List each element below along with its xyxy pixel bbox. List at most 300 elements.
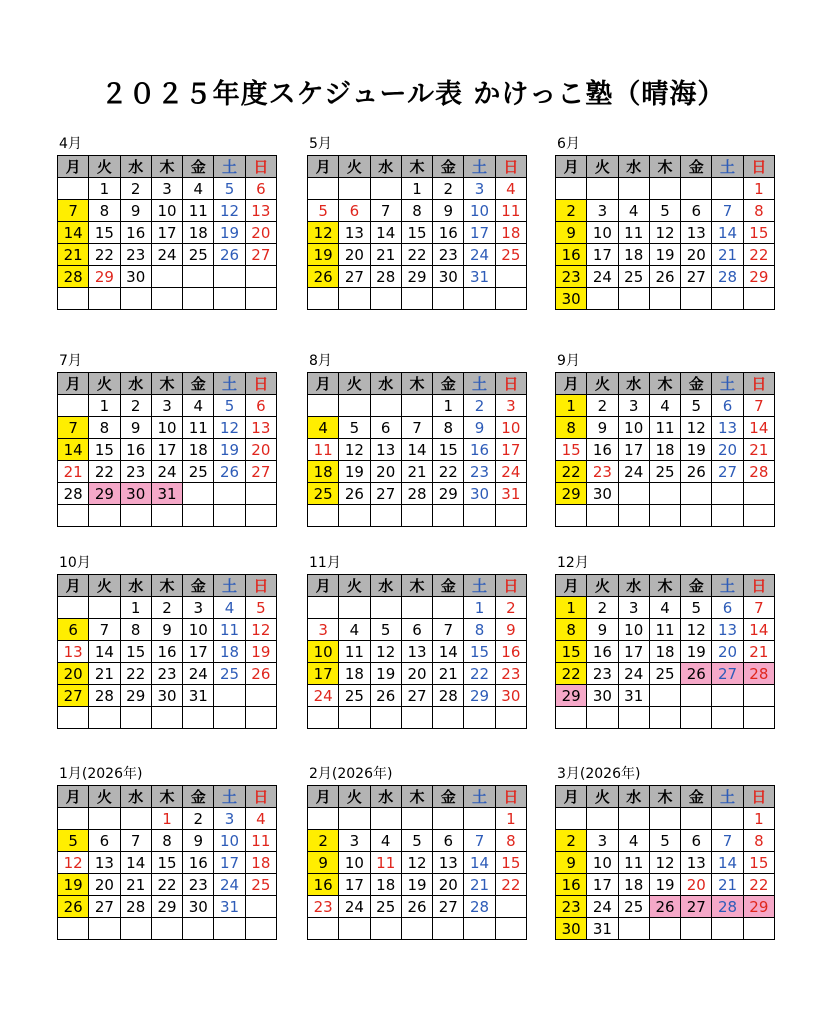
empty-cell	[556, 505, 587, 527]
day-cell: 18	[214, 641, 245, 663]
empty-cell	[245, 896, 276, 918]
day-cell: 20	[245, 222, 276, 244]
day-cell: 7	[743, 597, 774, 619]
month-calendar	[307, 136, 527, 310]
empty-cell	[649, 178, 680, 200]
weekday-header: 木	[401, 373, 432, 395]
day-cell: 27	[712, 663, 743, 685]
weekday-header: 火	[339, 575, 370, 597]
day-cell: 5	[58, 830, 89, 852]
month-label: 3月(2026年)	[557, 766, 641, 782]
empty-cell	[151, 918, 182, 940]
day-cell: 13	[433, 852, 464, 874]
day-cell: 13	[712, 619, 743, 641]
day-cell: 25	[649, 663, 680, 685]
weekday-header: 火	[339, 786, 370, 808]
day-cell: 29	[556, 685, 587, 707]
month-calendar	[57, 555, 277, 729]
day-cell: 1	[401, 178, 432, 200]
empty-cell	[464, 707, 495, 729]
empty-cell	[89, 597, 120, 619]
day-cell: 1	[743, 178, 774, 200]
day-cell: 10	[587, 222, 618, 244]
month-calendar	[555, 353, 775, 527]
day-cell: 21	[464, 874, 495, 896]
empty-cell	[89, 707, 120, 729]
empty-cell	[743, 505, 774, 527]
day-cell: 19	[214, 439, 245, 461]
day-cell: 6	[401, 619, 432, 641]
day-cell: 6	[339, 200, 370, 222]
day-cell: 2	[587, 597, 618, 619]
day-cell: 1	[120, 597, 151, 619]
day-cell: 13	[401, 641, 432, 663]
day-cell: 8	[464, 619, 495, 641]
day-cell: 16	[151, 641, 182, 663]
empty-cell	[339, 288, 370, 310]
day-cell: 16	[587, 439, 618, 461]
empty-cell	[401, 918, 432, 940]
day-cell: 12	[649, 852, 680, 874]
day-cell: 5	[649, 830, 680, 852]
day-cell: 19	[245, 641, 276, 663]
day-cell: 3	[151, 395, 182, 417]
day-cell: 13	[245, 200, 276, 222]
empty-cell	[401, 597, 432, 619]
day-cell: 20	[433, 874, 464, 896]
day-cell: 23	[433, 244, 464, 266]
day-cell: 18	[618, 244, 649, 266]
day-cell: 17	[618, 439, 649, 461]
day-cell: 27	[712, 461, 743, 483]
empty-cell	[681, 505, 712, 527]
day-cell: 14	[464, 852, 495, 874]
month-label: 6月	[557, 136, 580, 152]
day-cell: 29	[743, 266, 774, 288]
day-cell: 10	[587, 852, 618, 874]
day-cell: 19	[649, 244, 680, 266]
weekday-header: 金	[183, 575, 214, 597]
weekday-header: 水	[618, 373, 649, 395]
day-cell: 29	[89, 483, 120, 505]
weekday-header: 月	[308, 156, 339, 178]
day-cell: 2	[433, 178, 464, 200]
day-cell: 10	[618, 417, 649, 439]
empty-cell	[308, 597, 339, 619]
day-cell: 4	[214, 597, 245, 619]
day-cell: 13	[339, 222, 370, 244]
day-cell: 11	[649, 417, 680, 439]
empty-cell	[618, 483, 649, 505]
empty-cell	[401, 505, 432, 527]
day-cell: 29	[556, 483, 587, 505]
day-cell: 11	[618, 852, 649, 874]
month-label: 1月(2026年)	[59, 766, 143, 782]
empty-cell	[618, 707, 649, 729]
day-cell: 9	[433, 200, 464, 222]
weekday-header: 金	[681, 575, 712, 597]
weekday-header: 木	[151, 373, 182, 395]
empty-cell	[370, 808, 401, 830]
day-cell: 19	[401, 874, 432, 896]
day-cell: 19	[681, 439, 712, 461]
empty-cell	[401, 808, 432, 830]
weekday-header: 土	[214, 575, 245, 597]
empty-cell	[618, 505, 649, 527]
empty-cell	[308, 918, 339, 940]
day-cell: 3	[587, 830, 618, 852]
weekday-header: 月	[58, 156, 89, 178]
day-cell: 24	[587, 896, 618, 918]
day-cell: 6	[245, 395, 276, 417]
day-cell: 11	[649, 619, 680, 641]
weekday-header: 火	[587, 156, 618, 178]
day-cell: 4	[495, 178, 526, 200]
day-cell: 27	[401, 685, 432, 707]
empty-cell	[151, 505, 182, 527]
day-cell: 4	[183, 178, 214, 200]
day-cell: 23	[308, 896, 339, 918]
empty-cell	[495, 896, 526, 918]
empty-cell	[214, 266, 245, 288]
empty-cell	[120, 707, 151, 729]
day-cell: 28	[401, 483, 432, 505]
empty-cell	[681, 288, 712, 310]
month-label: 12月	[557, 555, 589, 571]
day-cell: 1	[151, 808, 182, 830]
empty-cell	[433, 597, 464, 619]
weekday-header: 日	[743, 786, 774, 808]
day-cell: 12	[681, 417, 712, 439]
empty-cell	[712, 483, 743, 505]
empty-cell	[433, 288, 464, 310]
empty-cell	[151, 707, 182, 729]
day-cell: 30	[556, 918, 587, 940]
empty-cell	[495, 707, 526, 729]
day-cell: 9	[556, 222, 587, 244]
day-cell: 6	[245, 178, 276, 200]
day-cell: 25	[339, 685, 370, 707]
day-cell: 25	[618, 266, 649, 288]
day-cell: 3	[618, 395, 649, 417]
day-cell: 19	[308, 244, 339, 266]
day-cell: 15	[151, 852, 182, 874]
day-cell: 3	[308, 619, 339, 641]
day-cell: 29	[151, 896, 182, 918]
day-cell: 7	[58, 417, 89, 439]
day-cell: 10	[308, 641, 339, 663]
day-cell: 20	[339, 244, 370, 266]
empty-cell	[308, 707, 339, 729]
weekday-header: 火	[587, 575, 618, 597]
day-cell: 7	[58, 200, 89, 222]
empty-cell	[120, 918, 151, 940]
day-cell: 28	[464, 896, 495, 918]
day-cell: 14	[401, 439, 432, 461]
day-cell: 17	[214, 852, 245, 874]
day-cell: 5	[339, 417, 370, 439]
empty-cell	[495, 288, 526, 310]
day-cell: 13	[681, 852, 712, 874]
day-cell: 1	[495, 808, 526, 830]
empty-cell	[339, 808, 370, 830]
empty-cell	[214, 918, 245, 940]
day-cell: 25	[245, 874, 276, 896]
empty-cell	[433, 505, 464, 527]
day-cell: 31	[464, 266, 495, 288]
empty-cell	[556, 178, 587, 200]
day-cell: 8	[556, 417, 587, 439]
day-cell: 11	[618, 222, 649, 244]
empty-cell	[339, 597, 370, 619]
day-cell: 5	[649, 200, 680, 222]
empty-cell	[245, 505, 276, 527]
month-calendar	[57, 353, 277, 527]
day-cell: 21	[743, 641, 774, 663]
day-cell: 25	[183, 461, 214, 483]
empty-cell	[58, 505, 89, 527]
day-cell: 5	[308, 200, 339, 222]
day-cell: 3	[618, 597, 649, 619]
day-cell: 28	[743, 663, 774, 685]
empty-cell	[681, 685, 712, 707]
day-cell: 4	[649, 395, 680, 417]
weekday-header: 金	[433, 786, 464, 808]
empty-cell	[370, 288, 401, 310]
month-label: 2月(2026年)	[309, 766, 393, 782]
day-cell: 19	[681, 641, 712, 663]
day-cell: 8	[401, 200, 432, 222]
day-cell: 18	[370, 874, 401, 896]
day-cell: 14	[370, 222, 401, 244]
empty-cell	[151, 288, 182, 310]
day-cell: 20	[712, 641, 743, 663]
weekday-header: 金	[681, 156, 712, 178]
day-cell: 8	[151, 830, 182, 852]
day-cell: 30	[433, 266, 464, 288]
weekday-header: 火	[89, 156, 120, 178]
day-cell: 9	[151, 619, 182, 641]
day-cell: 24	[618, 663, 649, 685]
day-cell: 24	[308, 685, 339, 707]
day-cell: 15	[433, 439, 464, 461]
day-cell: 23	[556, 266, 587, 288]
day-cell: 13	[58, 641, 89, 663]
day-cell: 18	[649, 439, 680, 461]
day-cell: 31	[214, 896, 245, 918]
day-cell: 2	[464, 395, 495, 417]
empty-cell	[649, 483, 680, 505]
day-cell: 25	[214, 663, 245, 685]
day-cell: 19	[370, 663, 401, 685]
empty-cell	[433, 808, 464, 830]
empty-cell	[183, 918, 214, 940]
month-calendar	[555, 136, 775, 310]
empty-cell	[370, 505, 401, 527]
day-cell: 7	[712, 830, 743, 852]
weekday-header: 火	[339, 373, 370, 395]
weekday-header: 月	[556, 156, 587, 178]
day-cell: 17	[495, 439, 526, 461]
day-cell: 10	[618, 619, 649, 641]
day-cell: 13	[245, 417, 276, 439]
day-cell: 2	[120, 395, 151, 417]
day-cell: 6	[370, 417, 401, 439]
day-cell: 28	[370, 266, 401, 288]
day-cell: 22	[151, 874, 182, 896]
day-cell: 25	[183, 244, 214, 266]
day-cell: 22	[556, 461, 587, 483]
empty-cell	[587, 288, 618, 310]
empty-cell	[120, 505, 151, 527]
empty-cell	[587, 707, 618, 729]
weekday-header: 月	[58, 373, 89, 395]
empty-cell	[681, 808, 712, 830]
day-cell: 26	[214, 244, 245, 266]
day-cell: 21	[743, 439, 774, 461]
day-cell: 24	[339, 896, 370, 918]
weekday-header: 水	[120, 373, 151, 395]
weekday-header: 月	[308, 786, 339, 808]
day-cell: 30	[495, 685, 526, 707]
empty-cell	[743, 707, 774, 729]
empty-cell	[712, 808, 743, 830]
day-cell: 1	[433, 395, 464, 417]
day-cell: 23	[556, 896, 587, 918]
day-cell: 10	[151, 417, 182, 439]
weekday-header: 月	[58, 575, 89, 597]
day-cell: 16	[120, 222, 151, 244]
day-cell: 14	[58, 222, 89, 244]
day-cell: 18	[183, 222, 214, 244]
day-cell: 15	[556, 439, 587, 461]
day-cell: 7	[401, 417, 432, 439]
day-cell: 4	[308, 417, 339, 439]
day-cell: 24	[151, 244, 182, 266]
weekday-header: 日	[245, 373, 276, 395]
day-cell: 25	[370, 896, 401, 918]
day-cell: 18	[339, 663, 370, 685]
month-calendar	[57, 136, 277, 310]
day-cell: 29	[433, 483, 464, 505]
day-cell: 18	[183, 439, 214, 461]
day-cell: 13	[370, 439, 401, 461]
empty-cell	[245, 266, 276, 288]
day-cell: 16	[464, 439, 495, 461]
weekday-header: 金	[433, 575, 464, 597]
month-calendar	[555, 555, 775, 729]
empty-cell	[681, 707, 712, 729]
weekday-header: 金	[681, 373, 712, 395]
day-cell: 7	[464, 830, 495, 852]
day-cell: 18	[649, 641, 680, 663]
day-cell: 24	[151, 461, 182, 483]
day-cell: 21	[370, 244, 401, 266]
day-cell: 6	[681, 200, 712, 222]
day-cell: 18	[618, 874, 649, 896]
day-cell: 11	[495, 200, 526, 222]
day-cell: 20	[401, 663, 432, 685]
day-cell: 27	[339, 266, 370, 288]
day-cell: 23	[495, 663, 526, 685]
weekday-header: 土	[214, 786, 245, 808]
day-cell: 10	[151, 200, 182, 222]
day-cell: 12	[214, 200, 245, 222]
weekday-header: 月	[308, 575, 339, 597]
day-cell: 30	[120, 266, 151, 288]
day-cell: 13	[712, 417, 743, 439]
weekday-header: 日	[495, 786, 526, 808]
day-cell: 19	[649, 874, 680, 896]
empty-cell	[649, 288, 680, 310]
empty-cell	[712, 178, 743, 200]
day-cell: 2	[587, 395, 618, 417]
weekday-header: 水	[370, 575, 401, 597]
day-cell: 9	[587, 417, 618, 439]
day-cell: 12	[245, 619, 276, 641]
day-cell: 14	[120, 852, 151, 874]
day-cell: 27	[89, 896, 120, 918]
weekday-header: 金	[433, 373, 464, 395]
day-cell: 17	[618, 641, 649, 663]
day-cell: 19	[339, 461, 370, 483]
weekday-header: 水	[618, 575, 649, 597]
day-cell: 14	[712, 852, 743, 874]
day-cell: 1	[743, 808, 774, 830]
day-cell: 14	[743, 417, 774, 439]
month-calendar	[307, 353, 527, 527]
day-cell: 13	[681, 222, 712, 244]
day-cell: 7	[743, 395, 774, 417]
day-cell: 12	[58, 852, 89, 874]
day-cell: 27	[433, 896, 464, 918]
empty-cell	[183, 288, 214, 310]
day-cell: 21	[58, 244, 89, 266]
empty-cell	[618, 808, 649, 830]
weekday-header: 水	[370, 156, 401, 178]
day-cell: 15	[120, 641, 151, 663]
weekday-header: 月	[556, 575, 587, 597]
day-cell: 7	[370, 200, 401, 222]
day-cell: 31	[618, 685, 649, 707]
month-label: 9月	[557, 353, 580, 369]
day-cell: 23	[464, 461, 495, 483]
day-cell: 23	[151, 663, 182, 685]
weekday-header: 水	[370, 373, 401, 395]
empty-cell	[587, 505, 618, 527]
day-cell: 21	[712, 874, 743, 896]
day-cell: 31	[587, 918, 618, 940]
day-cell: 29	[743, 896, 774, 918]
weekday-header: 日	[743, 373, 774, 395]
day-cell: 15	[89, 222, 120, 244]
weekday-header: 水	[618, 786, 649, 808]
day-cell: 12	[401, 852, 432, 874]
empty-cell	[587, 808, 618, 830]
day-cell: 30	[151, 685, 182, 707]
weekday-header: 木	[649, 156, 680, 178]
day-cell: 10	[339, 852, 370, 874]
day-cell: 6	[712, 597, 743, 619]
day-cell: 9	[464, 417, 495, 439]
weekday-header: 土	[464, 156, 495, 178]
day-cell: 22	[556, 663, 587, 685]
day-cell: 24	[618, 461, 649, 483]
weekday-header: 木	[151, 156, 182, 178]
day-cell: 27	[58, 685, 89, 707]
day-cell: 15	[556, 641, 587, 663]
month-calendar	[307, 555, 527, 729]
